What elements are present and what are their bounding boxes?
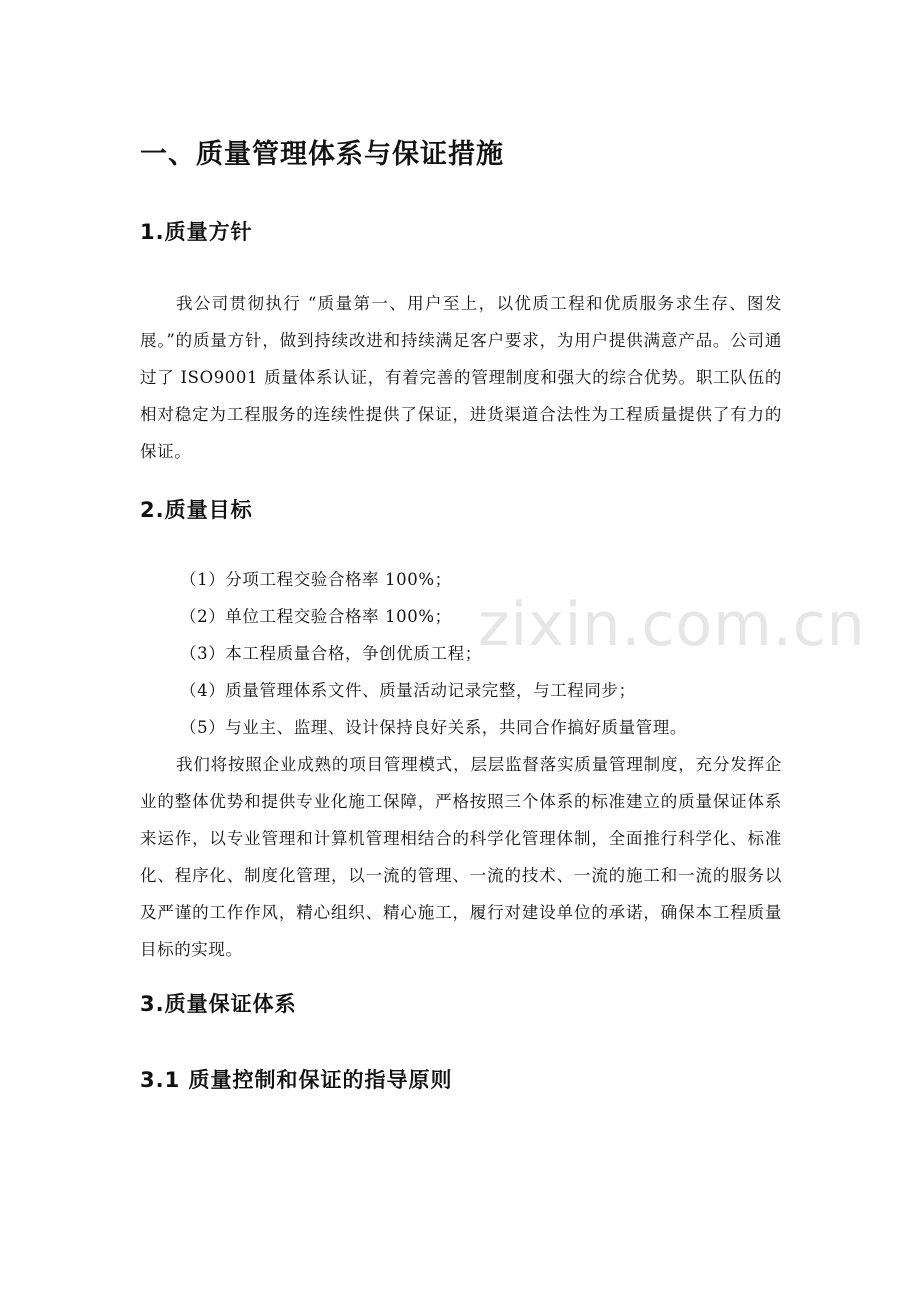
list-item: （4）质量管理体系文件、质量活动记录完整，与工程同步； xyxy=(180,681,636,700)
quality-goals-list xyxy=(180,561,687,746)
section-3-1-subheading: 3.1 质量控制和保证的指导原则 xyxy=(140,1068,453,1092)
section-1-paragraph: 我公司贯彻执行 “质量第一、用户至上，以优质工程和优质服务求生存、图发展。”的质量方针，做到持续改进和持续满足客户要求，为用户提供满意产品。公司通过了 ISO9001 质量体系认证，有着完善的管理制度和强大的综合优势。职工队伍的相对稳定为工程服务的连续性提供了保证，进货渠道合法性为工程质量提供了有力的保证。 xyxy=(140,294,782,461)
list-item: （3）本工程质量合格，争创优质工程； xyxy=(180,644,482,663)
list-item: （1）分项工程交验合格率 100%； xyxy=(180,570,452,589)
list-item: （5）与业主、监理、设计保持良好关系，共同合作搞好质量管理。 xyxy=(180,718,687,737)
document-title: 一、质量管理体系与保证措施 xyxy=(140,139,504,170)
section-2-heading: 2.质量目标 xyxy=(140,498,253,522)
watermark: zixin.com.cn xyxy=(478,590,866,660)
section-2-paragraph: 我们将按照企业成熟的项目管理模式，层层监督落实质量管理制度，充分发挥企业的整体优势和提供专业化施工保障，严格按照三个体系的标准建立的质量保证体系来运作，以专业管理和计算机管理相结合的科学化管理体制，全面推行科学化、标准化、程序化、制度化管理，以一流的管理、一流的技术、一流的施工和一流的服务以及严谨的工作作风，精心组织、精心施工，履行对建设单位的承诺，确保本工程质量目标的实现。 xyxy=(140,755,782,959)
section-1-heading: 1.质量方针 xyxy=(140,220,253,244)
section-3-heading: 3.质量保证体系 xyxy=(140,992,297,1016)
list-item: （2）单位工程交验合格率 100%； xyxy=(180,607,452,626)
